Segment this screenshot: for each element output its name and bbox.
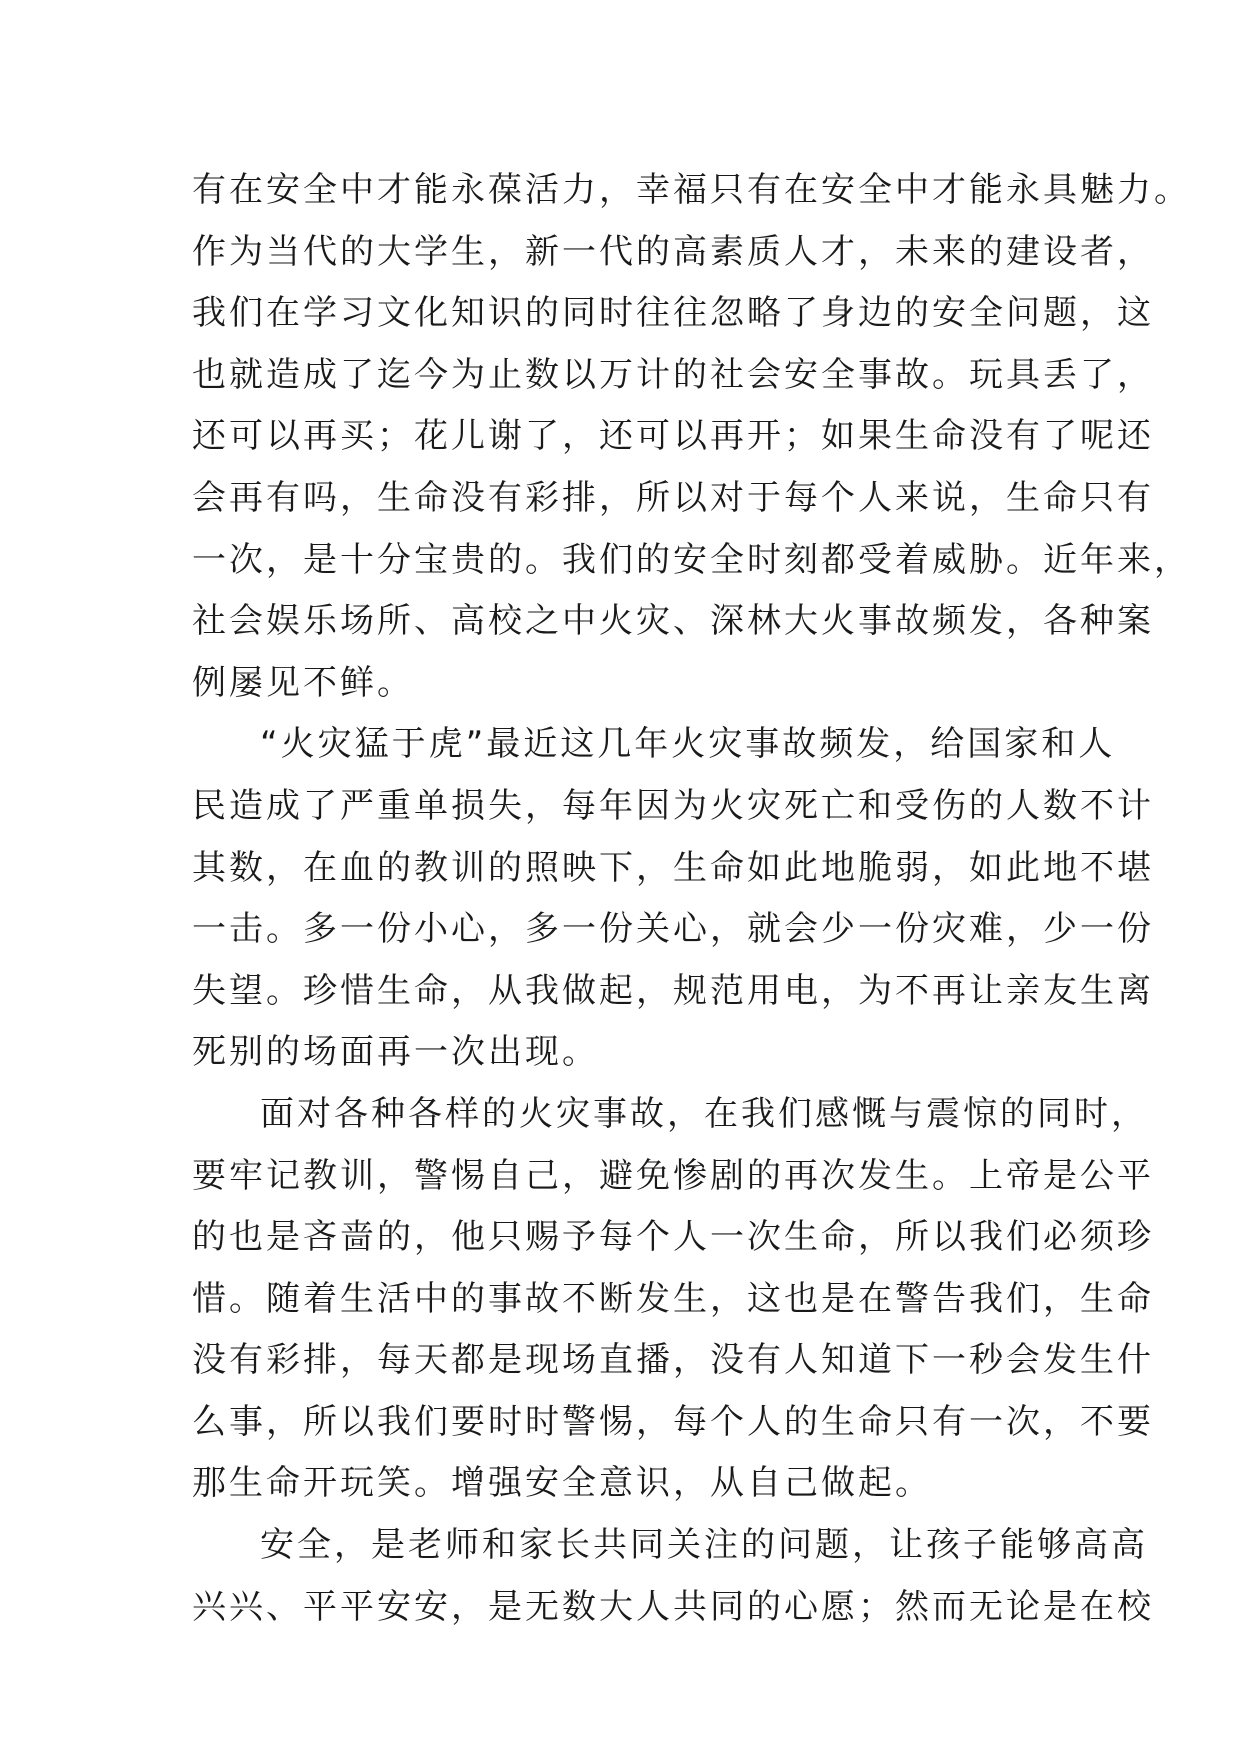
paragraph <box>192 1515 1154 1638</box>
text-line: 失望。珍惜生命，从我做起，规范用电，为不再让亲友生离 <box>192 970 1154 1011</box>
text-line: 还可以再买；花儿谢了，还可以再开；如果生命没有了呢还 <box>192 416 1154 457</box>
text-line: 要牢记教训，警惕自己，避免惨剧的再次发生。上帝是公平 <box>192 1155 1154 1196</box>
text-line: 例屡见不鲜。 <box>192 662 414 703</box>
text-line: 一击。多一份小心，多一份关心，就会少一份灾难，少一份 <box>192 909 1154 950</box>
text-line: 一次，是十分宝贵的。我们的安全时刻都受着威胁。近年来， <box>192 539 1191 580</box>
text-line: 也就造成了迄今为止数以万计的社会安全事故。玩具丢了， <box>192 354 1154 395</box>
text-line: 兴兴、平平安安，是无数大人共同的心愿；然而无论是在校 <box>192 1586 1154 1627</box>
text-line: 死别的场面再一次出现。 <box>192 1032 599 1073</box>
text-line: 作为当代的大学生，新一代的高素质人才，未来的建设者， <box>192 231 1154 272</box>
text-line: 会再有吗，生命没有彩排，所以对于每个人来说，生命只有 <box>192 477 1154 518</box>
text-line: 惜。随着生活中的事故不断发生，这也是在警告我们，生命 <box>192 1278 1154 1319</box>
text-line: 安全，是老师和家长共同关注的问题，让孩子能够高高 <box>260 1525 1148 1566</box>
text-line: 我们在学习文化知识的同时往往忽略了身边的安全问题，这 <box>192 293 1154 334</box>
text-line: 社会娱乐场所、高校之中火灾、深林大火事故频发，各种案 <box>192 601 1154 642</box>
text-line: 其数，在血的教训的照映下，生命如此地脆弱，如此地不堪 <box>192 847 1154 888</box>
paragraph <box>192 714 1154 1084</box>
text-line: “火灾猛于虎”最近这几年火灾事故频发，给国家和人 <box>260 724 1116 765</box>
text-line: 的也是吝啬的，他只赐予每个人一次生命，所以我们必须珍 <box>192 1217 1154 1258</box>
text-line: 没有彩排，每天都是现场直播，没有人知道下一秒会发生什 <box>192 1340 1154 1381</box>
text-line: 民造成了严重单损失，每年因为火灾死亡和受伤的人数不计 <box>192 785 1154 826</box>
text-line: 那生命开玩笑。增强安全意识，从自己做起。 <box>192 1463 932 1504</box>
paragraph <box>192 1084 1154 1515</box>
text-line: 么事，所以我们要时时警惕，每个人的生命只有一次，不要 <box>192 1401 1154 1442</box>
body-text <box>192 160 1191 1638</box>
paragraph <box>192 160 1191 714</box>
text-line: 有在安全中才能永葆活力，幸福只有在安全中才能永具魅力。 <box>192 170 1191 210</box>
text-line: 面对各种各样的火灾事故，在我们感慨与震惊的同时， <box>260 1093 1148 1134</box>
